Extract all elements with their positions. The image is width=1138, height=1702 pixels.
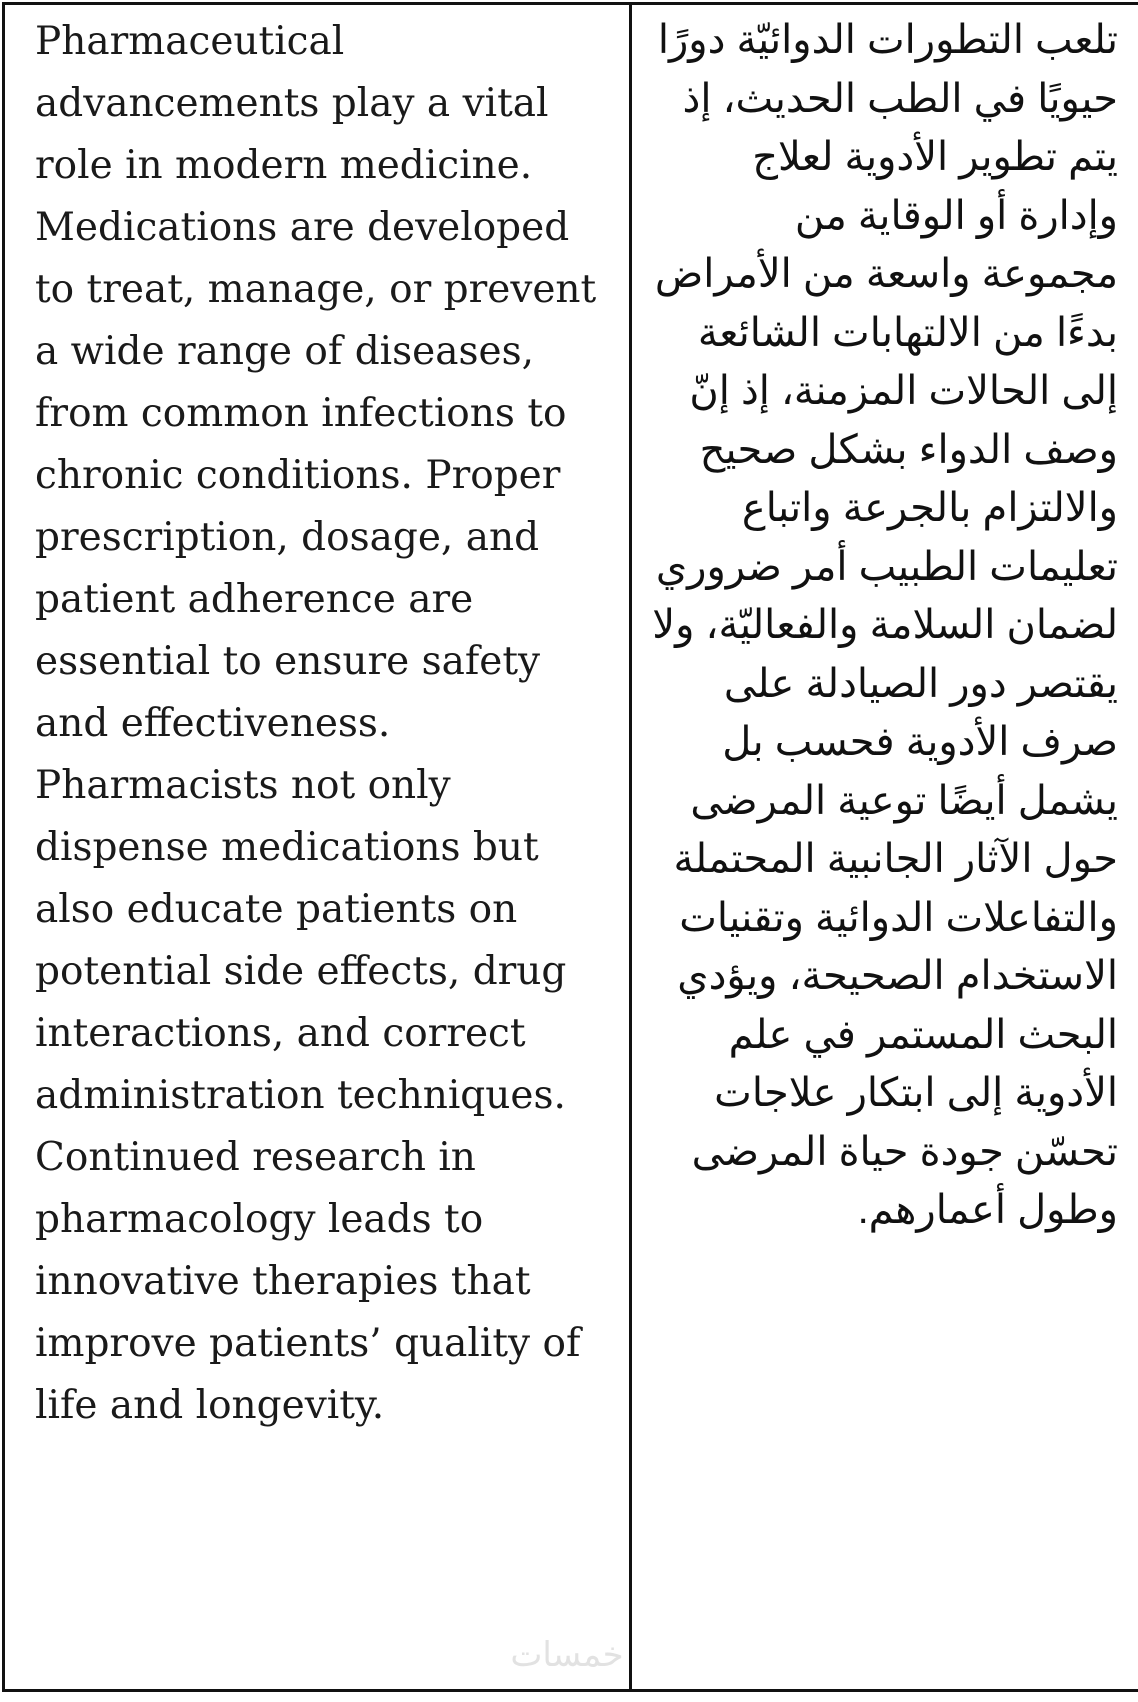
- khamsat-watermark: خمسات: [510, 1635, 624, 1675]
- table-row: [4, 4, 1138, 1691]
- arabic-paragraph: تلعب التطورات الدوائيّة دورًا حيويًا في الطب الحديث، إذ يتم تطوير الأدوية لعلاج وإدارة أو الوقاية من مجموعة واسعة من الأمراض بدءًا من الالتهابات الشائعة إلى الحالات المزمنة، إذ إنّ وصف الدواء بشكل صحيح والالتزام بالجرعة واتباع تعليمات الطبيب أمر ضروري لضمان السلامة والفعاليّة، ولا يقتصر دور الصيادلة على صرف الأدوية فحسب بل يشمل أيضًا توعية المرضى حول الآثار الجانبية المحتملة والتفاعلات الدوائية وتقنيات الاستخدام الصحيحة، ويؤدي البحث المستمر في علم الأدوية إلى ابتكار علاجات تحسّن جودة حياة المرضى وطول أعمارهم.: [652, 18, 1118, 1232]
- english-paragraph: Pharmaceutical advancements play a vital role in modern medicine. Medications are developed to treat, manage, or prevent a wide range of diseases, from common infections to chronic conditions. Proper prescription, dosage, and patient adherence are essential to ensure safety and effectiveness. Pharmacists not only dispense medications but also educate patients on potential side effects, drug interactions, and correct administration techniques. Continued research in pharmacology leads to innovative therapies that improve patients’ quality of life and longevity.: [35, 19, 597, 1428]
- arabic-column: [631, 4, 1138, 1691]
- translation-table: [2, 2, 1138, 1692]
- english-column: [4, 4, 631, 1691]
